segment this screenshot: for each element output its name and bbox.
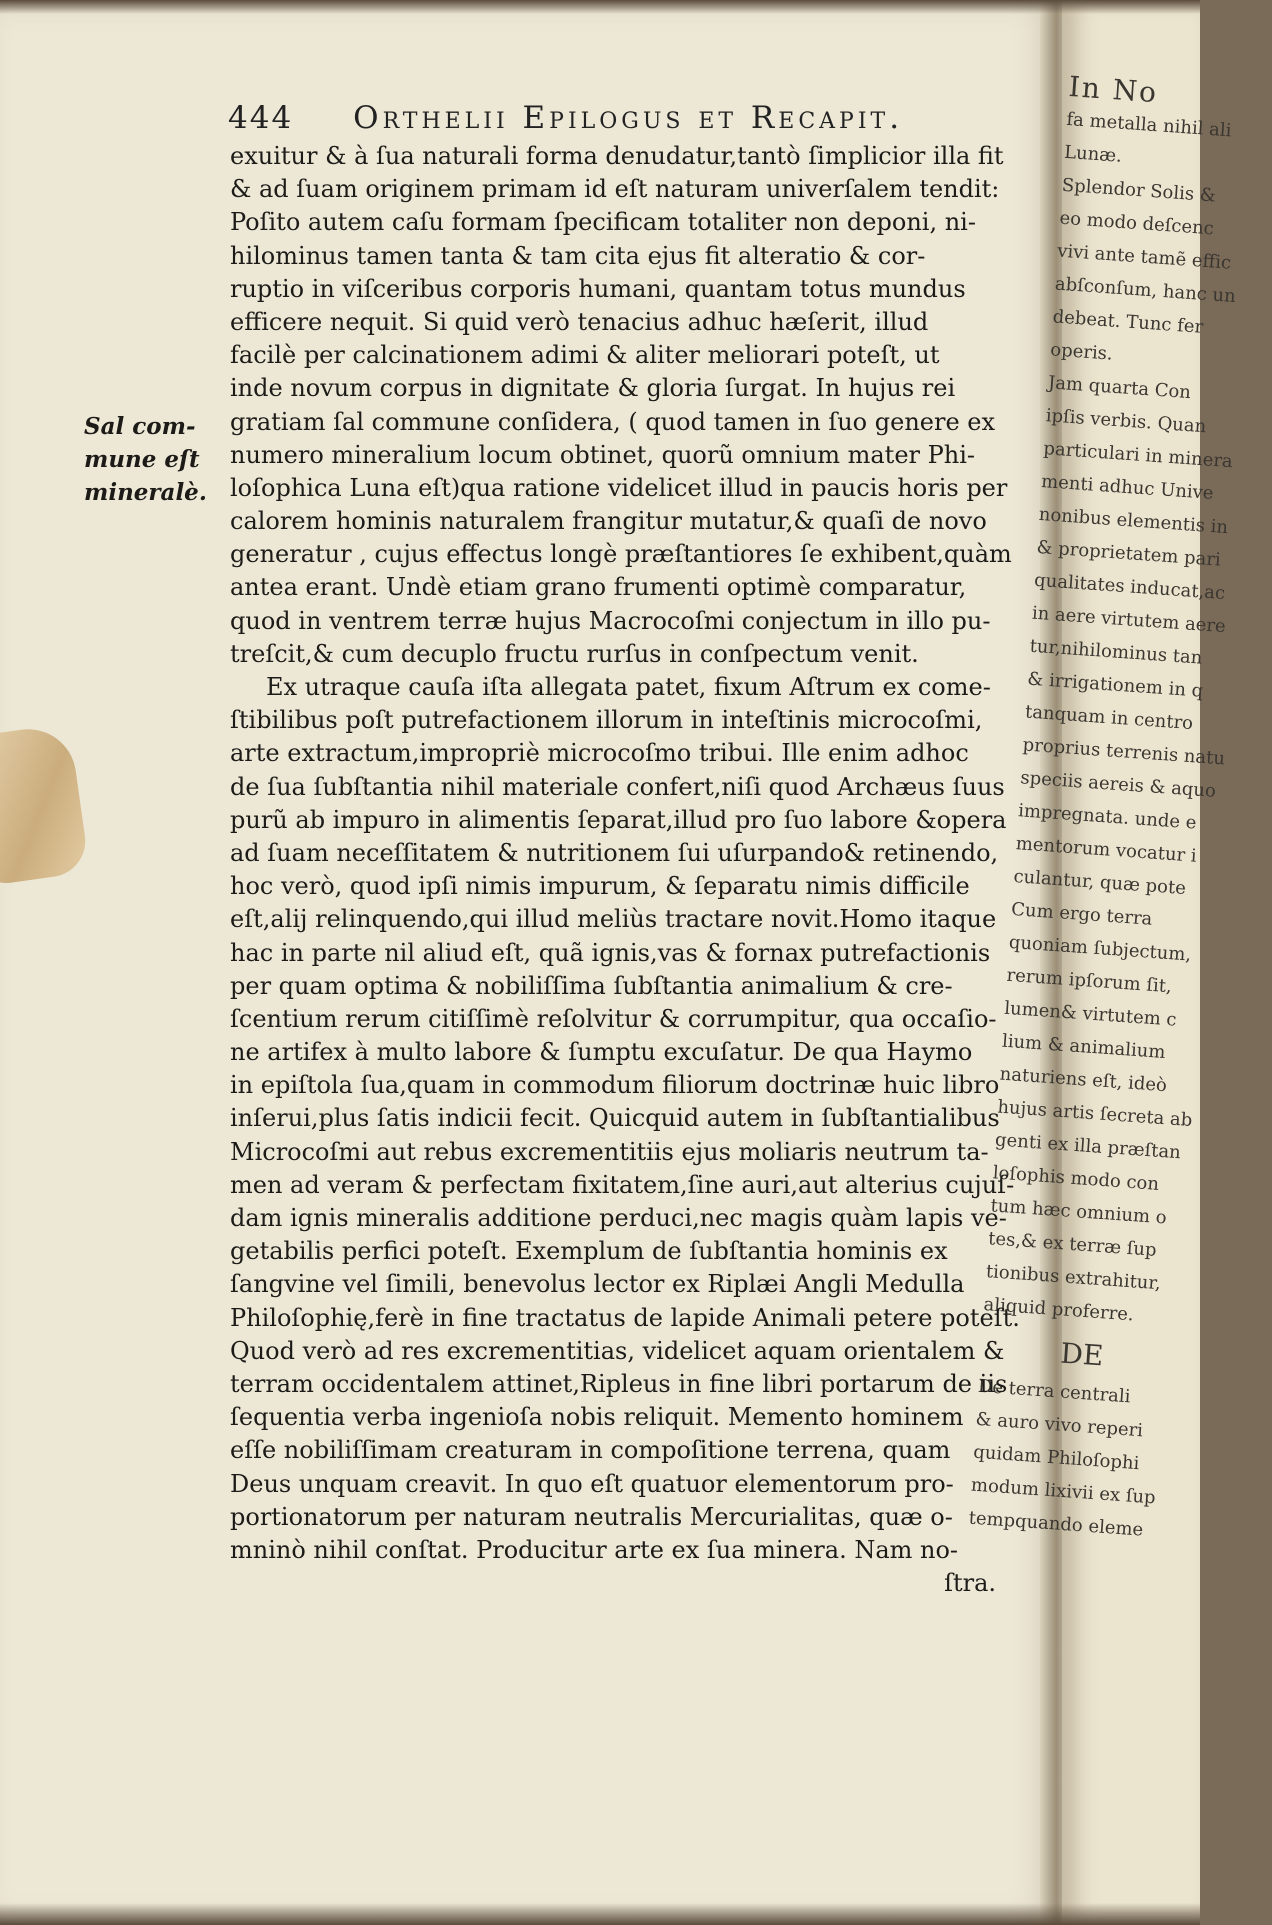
text-line: antea erant. Undè etiam grano frumenti optimè comparatur, bbox=[230, 573, 967, 602]
right-page-line: speciis aereis & aquo bbox=[1019, 767, 1217, 802]
right-page-line: quidam Philoſophi bbox=[972, 1441, 1141, 1475]
right-page-line: mentorum vocatur i bbox=[1015, 833, 1198, 867]
right-page-line: tanquam in centro bbox=[1024, 701, 1194, 735]
text-line: arte extractum,impropriè microcoſmo tribui. Ille enim adhoc bbox=[230, 739, 969, 768]
text-line: hilominus tamen tanta & tam cita ejus fit alteratio & cor- bbox=[230, 241, 926, 270]
text-line: ſtibilibus poſt putrefactionem illorum in inteſtinis microcoſmi, bbox=[230, 706, 983, 735]
text-line: ad ſuam neceſſitatem & nutritionem ſui uſurpando& retinendo, bbox=[230, 838, 999, 867]
text-line: numero mineralium locum obtinet, quorũ omnium mater Phi- bbox=[230, 440, 976, 469]
right-page-line: lumen& virtutem c bbox=[1003, 997, 1178, 1031]
text-line: & ad ſuam originem primam id eſt naturam univerſalem tendit: bbox=[230, 175, 1000, 204]
text-line: eſſe nobiliſſimam creaturam in compoſitione terrena, quam bbox=[230, 1436, 951, 1465]
right-page-line: debeat. Tunc fer bbox=[1052, 306, 1204, 338]
text-line: getabilis perfici poteſt. Exemplum de ſubſtantia hominis ex bbox=[230, 1237, 948, 1266]
text-line: inde novum corpus in dignitate & gloria ſurgat. In hujus rei bbox=[230, 374, 956, 403]
right-page-line: De terra centrali bbox=[977, 1375, 1132, 1408]
right-page-line: modum lixivii ex ſup bbox=[970, 1474, 1157, 1509]
text-line: hac in parte nil aliud eſt, quã ignis,vas & fornax putrefactionis bbox=[230, 938, 991, 967]
text-line: terram occidentalem attinet,Ripleus in fine libri portarum de iis bbox=[230, 1369, 1008, 1398]
right-page-line: DE bbox=[1059, 1336, 1105, 1373]
right-page-line: Lunæ. bbox=[1063, 141, 1123, 167]
text-line: ſcentium rerum citiſſimè reſolvitur & corrumpitur, qua occaſio- bbox=[230, 1004, 997, 1033]
right-page-line: impregnata. unde e bbox=[1017, 800, 1198, 834]
marginal-note bbox=[84, 410, 219, 510]
text-line: calorem hominis naturalem frangitur mutatur,& quaſi de novo bbox=[230, 507, 987, 536]
text-line: quod in ventrem terræ hujus Macrocoſmi conjectum in illo pu- bbox=[230, 606, 991, 635]
right-page-line: naturiens eſt, ideò bbox=[999, 1063, 1168, 1097]
text-line: Microcoſmi aut rebus excrementitiis ejus moliaris neutrum ta- bbox=[230, 1137, 989, 1166]
text-line: in epiſtola ſua,quam in commodum filiorum doctrinæ huic libro bbox=[230, 1071, 1000, 1100]
right-page-line: in aere virtutem aere bbox=[1031, 602, 1227, 638]
right-page-line: & irrigationem in q bbox=[1026, 668, 1204, 702]
text-line: Philoſophię,ferè in fine tractatus de lapide Animali petere poteſt. bbox=[230, 1303, 1020, 1332]
right-page-line: lium & animalium bbox=[1001, 1030, 1167, 1064]
text-line: ne artifex à multo labore & ſumptu excuſatur. De qua Haymo bbox=[230, 1038, 973, 1067]
text-line: facilè per calcinationem adimi & aliter meliorari poteſt, ut bbox=[230, 341, 940, 370]
right-page-line: & proprietatem pari bbox=[1035, 536, 1222, 571]
marginal-note-line: mineralè. bbox=[84, 479, 207, 507]
text-line: mninò nihil conſtat. Producitur arte ex ſua minera. Nam no- bbox=[230, 1535, 959, 1564]
right-page-line: tes,& ex terræ ſup bbox=[987, 1228, 1158, 1261]
right-page-line: menti adhuc Unive bbox=[1040, 471, 1215, 505]
text-line: loſophica Luna eſt)qua ratione videlicet illud in paucis horis per bbox=[230, 473, 1008, 502]
text-line: Poſito autem caſu formam ſpecificam totaliter non deponi, ni- bbox=[230, 208, 976, 237]
body-text bbox=[230, 140, 1020, 1600]
text-line: de ſua ſubſtantia nihil materiale confert,niſi quod Archæus ſuus bbox=[230, 772, 1005, 801]
running-title: Orthelii Epilogus et Recapit. bbox=[353, 100, 904, 136]
right-page-line: abſconſum, hanc un bbox=[1054, 273, 1237, 308]
right-page-line: Splendor Solis & bbox=[1061, 174, 1217, 207]
text-line: purũ ab impuro in alimentis ſeparat,illud pro ſuo labore &opera bbox=[230, 805, 1007, 834]
right-page-line: tionibus extrahitur, bbox=[985, 1261, 1162, 1295]
right-page-line: nonibus elementis in bbox=[1038, 503, 1229, 539]
text-line: dam ignis mineralis additione perduci,nec magis quàm lapis ve- bbox=[230, 1204, 1007, 1232]
right-page-line: & auro vivo reperi bbox=[974, 1408, 1144, 1442]
text-line: inſerui,plus ſatis indicii fecit. Quicquid autem in ſubſtantialibus bbox=[230, 1104, 1000, 1133]
right-page-line: quoniam ſubjectum, bbox=[1008, 931, 1192, 966]
right-page-line: particulari in minera bbox=[1042, 438, 1234, 473]
text-line: men ad veram & perfectam fixitatem,ſine auri,aut alterius cujuſ- bbox=[230, 1170, 1015, 1199]
text-line: gratiam ſal commune conſidera, ( quod tamen in ſuo genere ex bbox=[230, 407, 996, 436]
text-line: Quod verò ad res excrementitias, videlicet aquam orientalem & bbox=[230, 1336, 1005, 1365]
text-line: exuitur & à ſua naturali forma denudatur,tantò ſimplicior illa fit bbox=[230, 142, 1004, 170]
text-line: treſcit,& cum decuplo fructu rurſus in conſpectum venit. bbox=[230, 639, 919, 668]
right-page-line: Cum ergo terra bbox=[1010, 898, 1154, 930]
text-line: ſequentia verba ingenioſa nobis reliquit. Memento hominem bbox=[230, 1403, 964, 1432]
book-bottom-edge bbox=[0, 1903, 1200, 1925]
text-line: ſtra. bbox=[944, 1569, 996, 1598]
right-page-line: aliquid proferre. bbox=[982, 1294, 1135, 1326]
right-page-line: vivi ante tamẽ effic bbox=[1056, 240, 1232, 274]
text-line: ſangvine vel ſimili, benevolus lector ex Riplæi Angli Medulla bbox=[230, 1270, 965, 1299]
right-page-line: tum hæc omnium o bbox=[989, 1195, 1168, 1229]
right-page-line: fa metalla nihil ali bbox=[1065, 108, 1233, 142]
right-page-line: tempquando eleme bbox=[968, 1507, 1144, 1541]
right-page-line: rerum ipſorum ſit, bbox=[1005, 964, 1173, 998]
text-line: generatur , cujus effectus longè præſtantiores ſe exhibent,quàm bbox=[230, 540, 1012, 569]
right-page-line: tur,nihilominus tan bbox=[1028, 635, 1204, 669]
right-page-line: genti ex illa præſtan bbox=[994, 1129, 1182, 1164]
page-header bbox=[228, 100, 1008, 136]
text-line: Deus unquam creavit. In quo eſt quatuor elementorum pro- bbox=[230, 1469, 954, 1498]
text-line: ruptio in viſceribus corporis humani, quantam totus mundus bbox=[230, 274, 966, 303]
right-page-line: operis. bbox=[1049, 339, 1114, 365]
text-line: hoc verò, quod ipſi nimis impurum, & ſeparatu nimis difficile bbox=[230, 872, 970, 901]
right-page-line: In No bbox=[1067, 70, 1160, 110]
text-line: eſt,alij relinquendo,qui illud meliùs tractare novit.Homo itaque bbox=[230, 905, 997, 934]
right-page-line: ipſis verbis. Quan bbox=[1045, 405, 1207, 438]
right-page-line: hujus artis ſecreta ab bbox=[996, 1096, 1193, 1132]
right-page-line: proprius terrenis natu bbox=[1022, 734, 1226, 770]
page-number: 444 bbox=[228, 100, 294, 136]
text-line: portionatorum per naturam neutralis Mercurialitas, quæ o- bbox=[230, 1502, 953, 1531]
right-page-line: Jam quarta Con bbox=[1047, 372, 1192, 404]
text-line: Ex utraque cauſa iſta allegata patet, fixum Aſtrum ex come- bbox=[266, 673, 991, 701]
text-line: efficere nequit. Si quid verò tenacius adhuc hæſerit, illud bbox=[230, 307, 929, 336]
marginal-note-line: mune eſt bbox=[84, 446, 200, 474]
book-top-edge bbox=[0, 0, 1200, 14]
right-page-line: culantur, quæ pote bbox=[1012, 866, 1187, 900]
text-line: per quam optima & nobiliſſima ſubſtantia animalium & cre- bbox=[230, 971, 953, 1000]
right-page-line: loſophis modo con bbox=[992, 1162, 1160, 1195]
marginal-note-line: Sal com- bbox=[84, 413, 196, 440]
right-page-line: eo modo deſcenc bbox=[1058, 207, 1215, 240]
right-page-line: qualitates inducat,ac bbox=[1033, 569, 1226, 605]
